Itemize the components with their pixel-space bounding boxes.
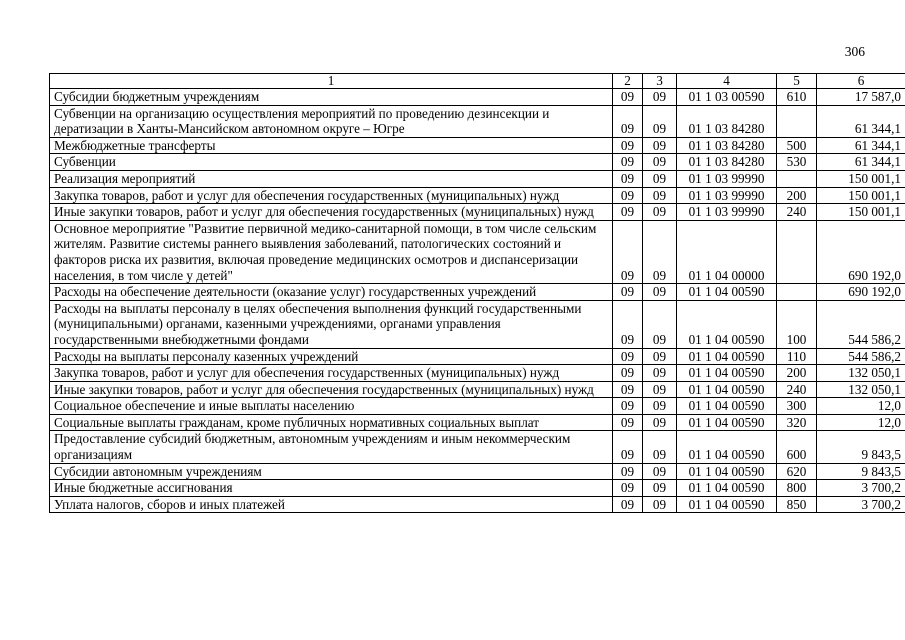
row-expense-type: 800	[777, 480, 817, 497]
row-expense-type: 240	[777, 381, 817, 398]
table-row	[50, 137, 905, 154]
table-row	[50, 89, 905, 106]
row-section: 09	[613, 187, 643, 204]
row-description: Предоставление субсидий бюджетным, автономным учреждениям и иным некоммерческим организациям	[50, 431, 613, 463]
row-target-article: 01 1 04 00590	[677, 381, 777, 398]
row-amount: 544 586,2	[817, 300, 905, 348]
header-cell-3: 3	[643, 74, 677, 89]
row-expense-type: 240	[777, 204, 817, 221]
row-target-article: 01 1 04 00590	[677, 284, 777, 301]
row-section: 09	[613, 154, 643, 171]
row-section: 09	[613, 496, 643, 513]
row-section: 09	[613, 463, 643, 480]
row-subsection: 09	[643, 154, 677, 171]
row-description: Социальное обеспечение и иные выплаты населению	[50, 398, 613, 415]
row-target-article: 01 1 04 00590	[677, 431, 777, 463]
table-row	[50, 187, 905, 204]
table-row	[50, 365, 905, 382]
row-subsection: 09	[643, 381, 677, 398]
row-amount: 150 001,1	[817, 204, 905, 221]
row-subsection: 09	[643, 496, 677, 513]
row-target-article: 01 1 04 00000	[677, 220, 777, 283]
row-expense-type	[777, 284, 817, 301]
row-target-article: 01 1 04 00590	[677, 365, 777, 382]
row-amount: 9 843,5	[817, 463, 905, 480]
row-description: Межбюджетные трансферты	[50, 137, 613, 154]
row-expense-type: 300	[777, 398, 817, 415]
row-section: 09	[613, 204, 643, 221]
row-expense-type: 320	[777, 414, 817, 431]
row-section: 09	[613, 431, 643, 463]
table-row	[50, 398, 905, 415]
row-section: 09	[613, 365, 643, 382]
row-amount: 690 192,0	[817, 220, 905, 283]
row-section: 09	[613, 170, 643, 187]
header-cell-6: 6	[817, 74, 905, 89]
row-expense-type: 600	[777, 431, 817, 463]
table-row	[50, 300, 905, 348]
row-target-article: 01 1 04 00590	[677, 496, 777, 513]
row-description: Закупка товаров, работ и услуг для обеспечения государственных (муниципальных) нужд	[50, 187, 613, 204]
row-expense-type: 850	[777, 496, 817, 513]
budget-table	[49, 73, 905, 513]
table-row	[50, 284, 905, 301]
header-row	[50, 74, 905, 89]
row-amount: 12,0	[817, 414, 905, 431]
row-subsection: 09	[643, 398, 677, 415]
table-row	[50, 496, 905, 513]
row-description: Расходы на выплаты персоналу в целях обеспечения выполнения функций государственными (муниципальными) органами, казенными учреждениями, органами управления государственными внебюджетными фондами	[50, 300, 613, 348]
row-description: Закупка товаров, работ и услуг для обеспечения государственных (муниципальных) нужд	[50, 365, 613, 382]
row-description: Субсидии бюджетным учреждениям	[50, 89, 613, 106]
row-section: 09	[613, 480, 643, 497]
row-expense-type	[777, 170, 817, 187]
row-target-article: 01 1 03 84280	[677, 105, 777, 137]
row-target-article: 01 1 03 99990	[677, 170, 777, 187]
row-subsection: 09	[643, 187, 677, 204]
row-section: 09	[613, 284, 643, 301]
row-expense-type: 500	[777, 137, 817, 154]
row-subsection: 09	[643, 348, 677, 365]
row-amount: 3 700,2	[817, 496, 905, 513]
row-description: Субсидии автономным учреждениям	[50, 463, 613, 480]
row-subsection: 09	[643, 105, 677, 137]
header-cell-4: 4	[677, 74, 777, 89]
row-target-article: 01 1 03 00590	[677, 89, 777, 106]
row-section: 09	[613, 348, 643, 365]
row-section: 09	[613, 105, 643, 137]
row-description: Иные закупки товаров, работ и услуг для обеспечения государственных (муниципальных) нужд	[50, 381, 613, 398]
row-section: 09	[613, 220, 643, 283]
row-description: Субвенции	[50, 154, 613, 171]
row-expense-type: 200	[777, 365, 817, 382]
header-cell-5: 5	[777, 74, 817, 89]
row-subsection: 09	[643, 284, 677, 301]
row-amount: 3 700,2	[817, 480, 905, 497]
row-section: 09	[613, 300, 643, 348]
row-subsection: 09	[643, 170, 677, 187]
row-target-article: 01 1 04 00590	[677, 414, 777, 431]
row-subsection: 09	[643, 480, 677, 497]
row-expense-type: 200	[777, 187, 817, 204]
row-expense-type	[777, 105, 817, 137]
table-row	[50, 480, 905, 497]
row-description: Расходы на обеспечение деятельности (оказание услуг) государственных учреждений	[50, 284, 613, 301]
row-amount: 61 344,1	[817, 137, 905, 154]
row-target-article: 01 1 03 99990	[677, 204, 777, 221]
row-target-article: 01 1 03 84280	[677, 137, 777, 154]
row-description: Иные закупки товаров, работ и услуг для обеспечения государственных (муниципальных) нужд	[50, 204, 613, 221]
row-target-article: 01 1 04 00590	[677, 300, 777, 348]
row-amount: 17 587,0	[817, 89, 905, 106]
row-amount: 61 344,1	[817, 154, 905, 171]
table-body	[50, 89, 905, 513]
row-section: 09	[613, 137, 643, 154]
row-amount: 690 192,0	[817, 284, 905, 301]
row-description: Субвенции на организацию осуществления мероприятий по проведению дезинсекции и дератизации в Ханты-Мансийском автономном округе – Югре	[50, 105, 613, 137]
row-target-article: 01 1 03 84280	[677, 154, 777, 171]
row-subsection: 09	[643, 204, 677, 221]
row-section: 09	[613, 381, 643, 398]
row-expense-type	[777, 220, 817, 283]
row-description: Иные бюджетные ассигнования	[50, 480, 613, 497]
row-subsection: 09	[643, 220, 677, 283]
row-amount: 132 050,1	[817, 365, 905, 382]
row-subsection: 09	[643, 300, 677, 348]
row-subsection: 09	[643, 365, 677, 382]
table-row	[50, 105, 905, 137]
row-subsection: 09	[643, 463, 677, 480]
row-subsection: 09	[643, 137, 677, 154]
row-expense-type: 110	[777, 348, 817, 365]
row-target-article: 01 1 04 00590	[677, 480, 777, 497]
row-subsection: 09	[643, 89, 677, 106]
table-row	[50, 154, 905, 171]
row-amount: 150 001,1	[817, 187, 905, 204]
row-description: Социальные выплаты гражданам, кроме публичных нормативных социальных выплат	[50, 414, 613, 431]
row-section: 09	[613, 398, 643, 415]
table-row	[50, 220, 905, 283]
table-row	[50, 463, 905, 480]
row-subsection: 09	[643, 431, 677, 463]
row-subsection: 09	[643, 414, 677, 431]
table-row	[50, 170, 905, 187]
table-row	[50, 381, 905, 398]
header-cell-1: 1	[50, 74, 613, 89]
table-row	[50, 204, 905, 221]
row-description: Уплата налогов, сборов и иных платежей	[50, 496, 613, 513]
row-amount: 12,0	[817, 398, 905, 415]
row-target-article: 01 1 04 00590	[677, 398, 777, 415]
row-description: Реализация мероприятий	[50, 170, 613, 187]
row-target-article: 01 1 03 99990	[677, 187, 777, 204]
page-number: 306	[844, 44, 865, 59]
table-row	[50, 414, 905, 431]
row-amount: 544 586,2	[817, 348, 905, 365]
row-section: 09	[613, 89, 643, 106]
row-description: Основное мероприятие "Развитие первичной медико-санитарной помощи, в том числе сельским жителям. Развитие системы раннего выявления заболеваний, патологических состояний и факторов риска их развития, включая проведение медицинских осмотров и диспансеризации населения, в том числе у детей"	[50, 220, 613, 283]
table-row	[50, 431, 905, 463]
row-expense-type: 100	[777, 300, 817, 348]
row-amount: 61 344,1	[817, 105, 905, 137]
row-expense-type: 610	[777, 89, 817, 106]
row-amount: 9 843,5	[817, 431, 905, 463]
row-amount: 132 050,1	[817, 381, 905, 398]
row-amount: 150 001,1	[817, 170, 905, 187]
row-expense-type: 620	[777, 463, 817, 480]
header-cell-2: 2	[613, 74, 643, 89]
table-row	[50, 348, 905, 365]
row-section: 09	[613, 414, 643, 431]
row-description: Расходы на выплаты персоналу казенных учреждений	[50, 348, 613, 365]
row-target-article: 01 1 04 00590	[677, 463, 777, 480]
row-target-article: 01 1 04 00590	[677, 348, 777, 365]
row-expense-type: 530	[777, 154, 817, 171]
